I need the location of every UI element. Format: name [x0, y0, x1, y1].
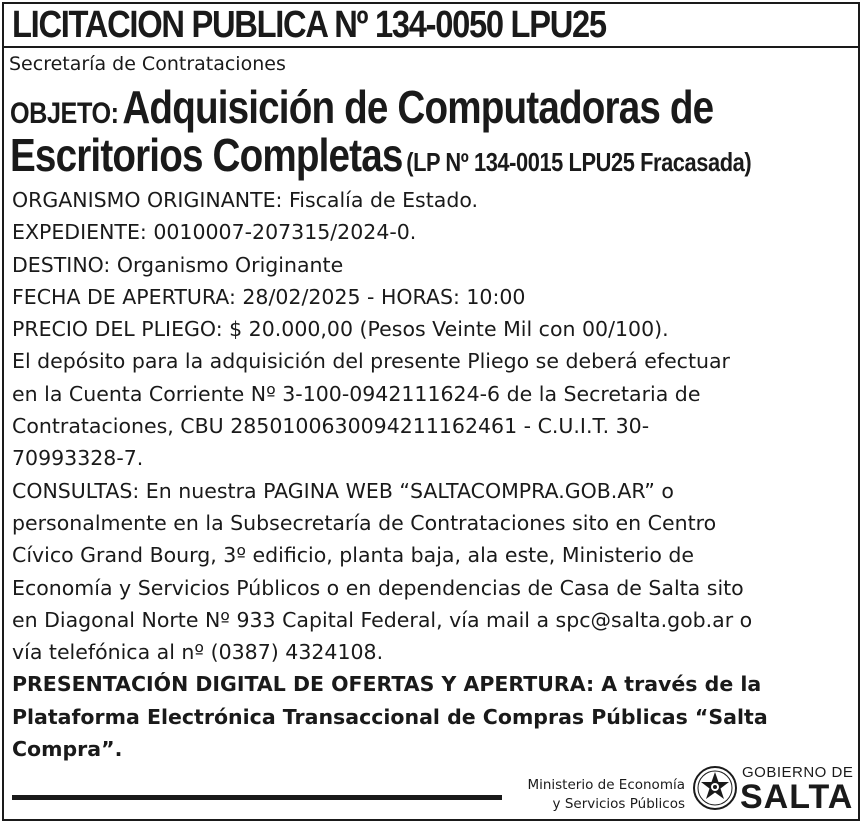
objeto-label: OBJETO:: [10, 97, 119, 130]
deposito-line: en la Cuenta Corriente Nº 3-100-0942111624-6 de la Secretaria de: [12, 381, 701, 406]
gobierno-label: GOBIERNO DE: [742, 764, 854, 781]
presentacion-line: PRESENTACIÓN DIGITAL DE OFERTAS Y APERTURA: A través de la: [12, 672, 762, 697]
salta-label: SALTA: [740, 778, 854, 816]
issuing-office: Secretaría de Contrataciones: [9, 53, 286, 75]
salta-seal-icon: [692, 765, 738, 811]
ministerio-line2: y Servicios Públicos: [552, 796, 685, 812]
fecha-apertura-line: FECHA DE APERTURA: 28/02/2025 - HORAS: 10:00: [12, 284, 526, 309]
ministerio-line1: Ministerio de Economía: [527, 777, 685, 793]
deposito-line: 70993328-7.: [12, 446, 144, 471]
presentacion-line: Compra”.: [12, 737, 123, 762]
consultas-line: personalmente en la Subsecretaría de Contrataciones sito en Centro: [12, 510, 717, 535]
organismo-line: ORGANISMO ORIGINANTE: Fiscalía de Estado.: [12, 188, 479, 212]
consultas-line: vía telefónica al nº (0387) 4324108.: [12, 640, 384, 665]
expediente-line: EXPEDIENTE: 0010007-207315/2024-0.: [12, 220, 417, 245]
precio-pliego-line: PRECIO DEL PLIEGO: $ 20.000,00 (Pesos Veinte Mil con 00/100).: [12, 317, 669, 342]
ministerio-label: [510, 776, 685, 814]
presentacion-line: Plataforma Electrónica Transaccional de Compras Públicas “Salta: [12, 704, 768, 729]
consultas-line: Cívico Grand Bourg, 3º edificio, planta baja, ala este, Ministerio de: [12, 543, 695, 568]
consultas-line: CONSULTAS: En nuestra PAGINA WEB “SALTACOMPRA.GOB.AR” o: [12, 478, 674, 503]
objeto-heading: [10, 80, 713, 134]
title-bar: [2, 2, 860, 48]
deposito-line: Contrataciones, CBU 2850100630094211162461 - C.U.I.T. 30-: [12, 414, 650, 439]
objeto-text-line1: Adquisición de Computadoras de: [122, 81, 714, 133]
objeto-note: (LP Nº 134-0015 LPU25 Fracasada): [406, 147, 752, 177]
consultas-line: Economía y Servicios Públicos o en dependencias de Casa de Salta sito: [12, 575, 744, 600]
notice-title: LICITACION PUBLICA Nº 134-0050 LPU25: [12, 4, 606, 46]
notice-body: [12, 184, 852, 765]
objeto-text-line2: Escritorios Completas: [10, 129, 403, 181]
deposito-line: El depósito para la adquisición del presente Pliego se deberá efectuar: [12, 349, 730, 374]
objeto-heading-line2: [10, 128, 751, 182]
consultas-line: en Diagonal Norte Nº 933 Capital Federal, vía mail a spc@salta.gob.ar o: [12, 607, 753, 632]
footer-rule: [12, 795, 502, 800]
destino-line: DESTINO: Organismo Originante: [12, 252, 344, 277]
